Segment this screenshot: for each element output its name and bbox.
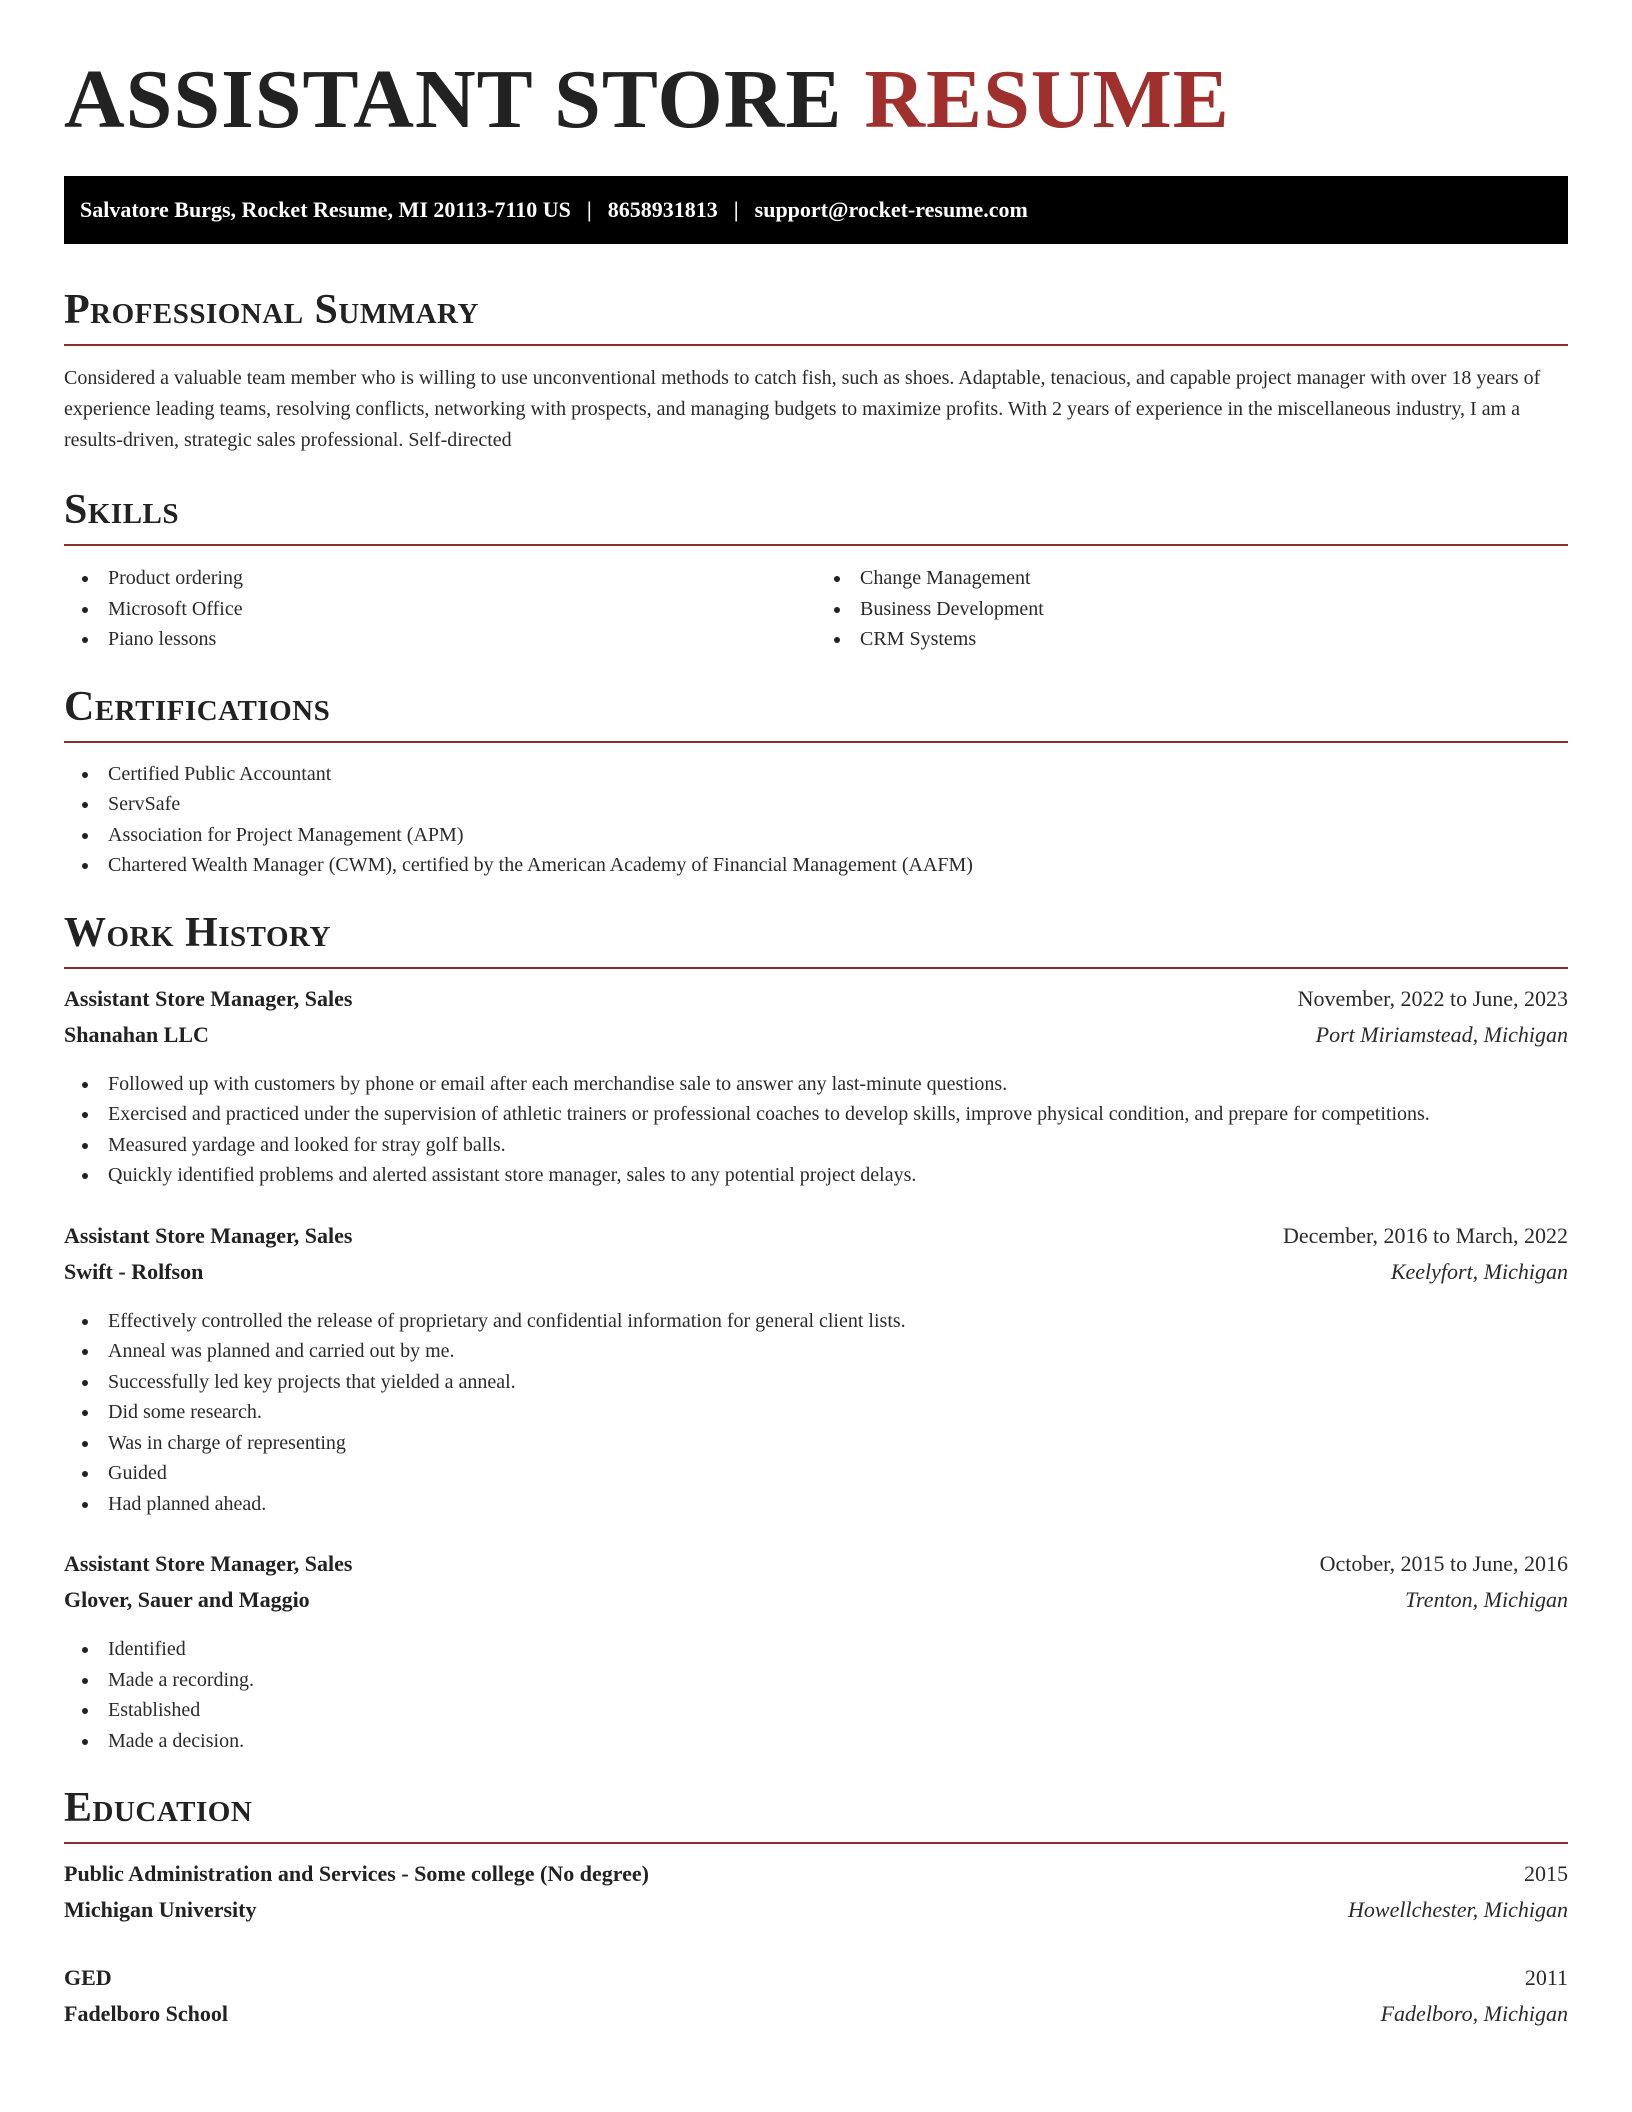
education-school: Fadelboro School <box>64 2001 229 2026</box>
title-main: ASSISTANT STORE <box>64 53 843 146</box>
section-heading: Certifications <box>64 683 331 730</box>
job-bullet: Made a recording. <box>64 1665 1568 1696</box>
job-bullet: Did some research. <box>64 1397 1568 1428</box>
job-company: Glover, Sauer and Maggio <box>64 1587 310 1612</box>
education-header <box>64 1861 1568 1897</box>
resume-title <box>64 0 1568 146</box>
education-degree: GED <box>64 1965 112 1990</box>
job-header <box>64 1551 1568 1587</box>
contact-email: support@rocket-resume.com <box>754 197 1028 222</box>
job-dates: October, 2015 to June, 2016 <box>1319 1551 1568 1576</box>
section-divider <box>64 1842 1568 1844</box>
skill-item: Product ordering <box>64 563 816 594</box>
job-location: Trenton, Michigan <box>1405 1587 1568 1612</box>
job-bullet: Established <box>64 1695 1568 1726</box>
job-bullet: Had planned ahead. <box>64 1489 1568 1520</box>
education-year: 2011 <box>1524 1965 1568 1990</box>
job-title: Assistant Store Manager, Sales <box>64 1551 353 1576</box>
certification-item: Association for Project Management (APM) <box>64 820 1568 851</box>
education-degree: Public Administration and Services - Some college (No degree) <box>64 1861 649 1886</box>
skills-list-right <box>816 563 1568 655</box>
job-bullet: Effectively controlled the release of proprietary and confidential information for general client lists. <box>64 1306 1568 1337</box>
job-company: Shanahan LLC <box>64 1021 209 1047</box>
job-bullets <box>64 1634 1568 1756</box>
summary-text: Considered a valuable team member who is willing to use unconventional methods to catch fish, such as shoes. Adaptable, tenacious, and capable project manager with over 18 years of experience leading teams, resolving conflicts, networking with prospects, and managing budgets to maximize profits. With 2 years of experience in the miscellaneous industry, I am a results-driven, strategic sales professional. Self-directed <box>64 367 1541 451</box>
section-heading: Skills <box>64 487 180 533</box>
section-heading: Professional Summary <box>64 287 479 333</box>
certification-item: ServSafe <box>64 789 1568 820</box>
work-history-section <box>64 911 1568 1757</box>
section-heading: Education <box>64 1785 253 1831</box>
job-header <box>64 986 1568 1022</box>
skill-item: Piano lessons <box>64 624 816 655</box>
education-location: Howellchester, Michigan <box>1348 1897 1568 1922</box>
certifications-list <box>64 759 1568 881</box>
certifications-section <box>64 685 1568 881</box>
education-subheader <box>64 2001 1568 2037</box>
job-bullet: Identified <box>64 1634 1568 1665</box>
contact-separator: | <box>586 197 592 222</box>
job-location: Port Miriamstead, Michigan <box>1315 1021 1568 1047</box>
job-entry <box>64 1223 1568 1520</box>
section-divider <box>64 544 1568 546</box>
job-title: Assistant Store Manager, Sales <box>64 985 353 1011</box>
job-bullet: Followed up with customers by phone or email after each merchandise sale to answer any last-minute questions. <box>64 1069 1568 1100</box>
job-bullet: Measured yardage and looked for stray golf balls. <box>64 1130 1568 1161</box>
job-bullet: Successfully led key projects that yielded a anneal. <box>64 1367 1568 1398</box>
education-header <box>64 1965 1568 2001</box>
skill-item: Change Management <box>816 563 1568 594</box>
skill-item: CRM Systems <box>816 624 1568 655</box>
skills-list-left <box>64 563 816 655</box>
job-entry <box>64 1551 1568 1756</box>
job-bullet: Quickly identified problems and alerted assistant store manager, sales to any potential project delays. <box>64 1160 1568 1191</box>
certification-item: Chartered Wealth Manager (CWM), certified by the American Academy of Financial Management (AAFM) <box>64 850 1568 881</box>
job-entry <box>64 986 1568 1191</box>
education-subheader <box>64 1897 1568 1933</box>
education-entry <box>64 1861 1568 1933</box>
contact-bar <box>64 176 1568 244</box>
education-location: Fadelboro, Michigan <box>1380 2001 1568 2026</box>
contact-phone: 8658931813 <box>607 197 718 222</box>
education-school: Michigan University <box>64 1897 257 1922</box>
job-bullet: Exercised and practiced under the supervision of athletic trainers or professional coaches to develop skills, improve physical condition, and prepare for competitions. <box>64 1099 1568 1130</box>
job-subheader <box>64 1587 1568 1623</box>
section-heading: Work History <box>64 909 331 956</box>
job-bullets <box>64 1306 1568 1520</box>
job-company: Swift - Rolfson <box>64 1258 204 1284</box>
job-location: Keelyfort, Michigan <box>1390 1258 1568 1284</box>
job-header <box>64 1223 1568 1259</box>
section-divider <box>64 344 1568 346</box>
job-bullet: Was in charge of representing <box>64 1428 1568 1459</box>
skills-grid <box>64 563 1568 655</box>
contact-address: Salvatore Burgs, Rocket Resume, MI 20113-7110 US <box>80 197 571 222</box>
job-dates: November, 2022 to June, 2023 <box>1297 985 1568 1011</box>
title-accent: RESUME <box>864 53 1230 146</box>
section-divider <box>64 967 1568 969</box>
job-bullet: Made a decision. <box>64 1726 1568 1757</box>
job-bullet: Guided <box>64 1458 1568 1489</box>
job-title: Assistant Store Manager, Sales <box>64 1222 353 1248</box>
job-dates: December, 2016 to March, 2022 <box>1282 1222 1568 1248</box>
job-subheader <box>64 1022 1568 1058</box>
skill-item: Microsoft Office <box>64 594 816 625</box>
skill-item: Business Development <box>816 594 1568 625</box>
education-entry <box>64 1965 1568 2037</box>
job-bullet: Anneal was planned and carried out by me. <box>64 1336 1568 1367</box>
education-section <box>64 1786 1568 2037</box>
job-subheader <box>64 1259 1568 1295</box>
skills-section <box>64 488 1568 655</box>
section-divider <box>64 741 1568 743</box>
contact-separator: | <box>733 197 739 222</box>
summary-section <box>64 288 1568 456</box>
education-year: 2015 <box>1524 1861 1568 1886</box>
certification-item: Certified Public Accountant <box>64 759 1568 790</box>
job-bullets <box>64 1069 1568 1191</box>
